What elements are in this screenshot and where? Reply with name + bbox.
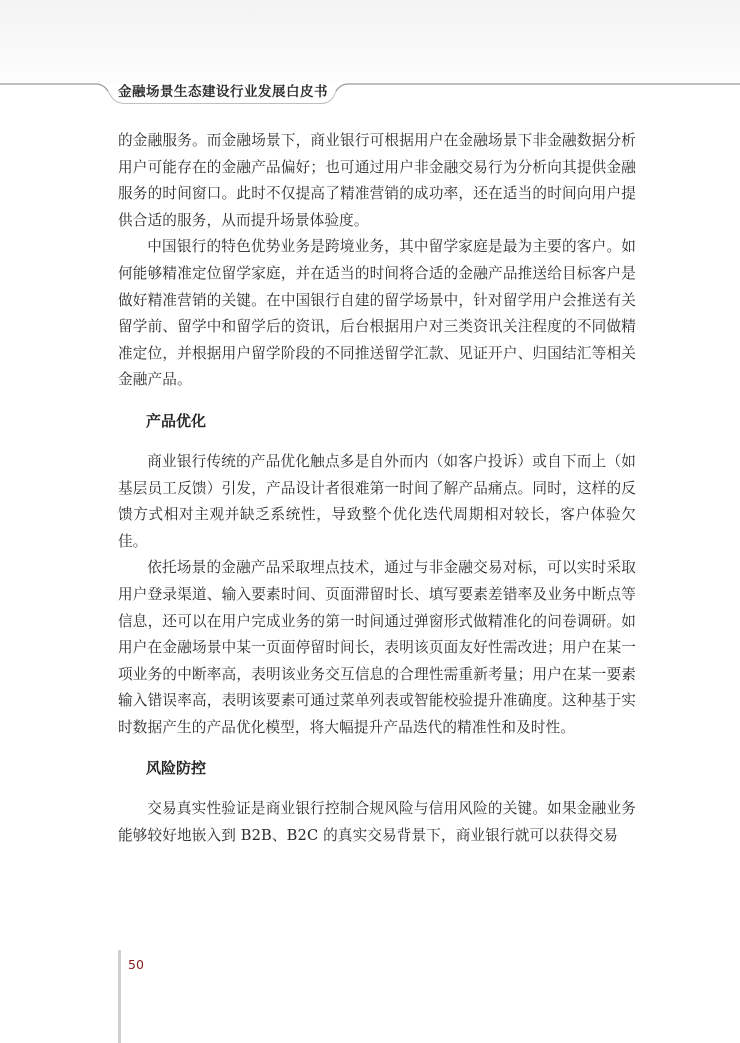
paragraph: 交易真实性验证是商业银行控制合规风险与信用风险的关键。如果金融业务能够较好地嵌入到 B2B、B2C 的真实交易背景下，商业银行就可以获得交易 xyxy=(118,800,636,845)
page-body xyxy=(118,128,636,850)
paragraph: 中国银行的特色优势业务是跨境业务，其中留学家庭是最为主要的客户。如何能够精准定位留学家庭，并在适当的时间将合适的金融产品推送给目标客户是做好精准营销的关键。在中国银行自建的留学场景中，针对留学用户会推送有关留学前、留学中和留学后的资讯，后台根据用户对三类资讯关注程度的不同做精准定位，并根据用户留学阶段的不同推送留学汇款、见证开户、归国结汇等相关金融产品。 xyxy=(118,238,636,389)
footer-side-bar xyxy=(118,950,121,1043)
section-heading-product-optimization: 产品优化 xyxy=(146,411,207,430)
running-header-title: 金融场景生态建设行业发展白皮书 xyxy=(118,84,328,100)
page-number: 50 xyxy=(128,957,144,972)
paragraph: 依托场景的金融产品采取埋点技术，通过与非金融交易对标，可以实时采取用户登录渠道、输入要素时间、页面滞留时长、填写要素差错率及业务中断点等信息，还可以在用户完成业务的第一时间通过弹窗形式做精准化的问卷调研。如用户在金融场景中某一页面停留时间长，表明该页面友好性需改进；用户在某一项业务的中断率高，表明该业务交互信息的合理性需重新考量；用户在某一要素输入错误率高，表明该要素可通过菜单列表或智能校验提升准确度。这种基于实时数据产生的产品优化模型，将大幅提升产品迭代的精准性和及时性。 xyxy=(118,559,636,736)
paragraph: 商业银行传统的产品优化触点多是自外而内（如客户投诉）或自下而上（如基层员工反馈）引发，产品设计者很难第一时间了解产品痛点。同时，这样的反馈方式相对主观并缺乏系统性，导致整个优化迭代周期相对较长，客户体验欠佳。 xyxy=(118,452,636,550)
paragraph: 的金融服务。而金融场景下，商业银行可根据用户在金融场景下非金融数据分析用户可能存在的金融产品偏好；也可通过用户非金融交易行为分析向其提供金融服务的时间窗口。此时不仅提高了精准营销的成功率，还在适当的时间向用户提供合适的服务，从而提升场景体验度。 xyxy=(118,132,636,229)
section-heading-risk-control: 风险防控 xyxy=(146,759,207,778)
header-tab-outline xyxy=(0,0,740,110)
